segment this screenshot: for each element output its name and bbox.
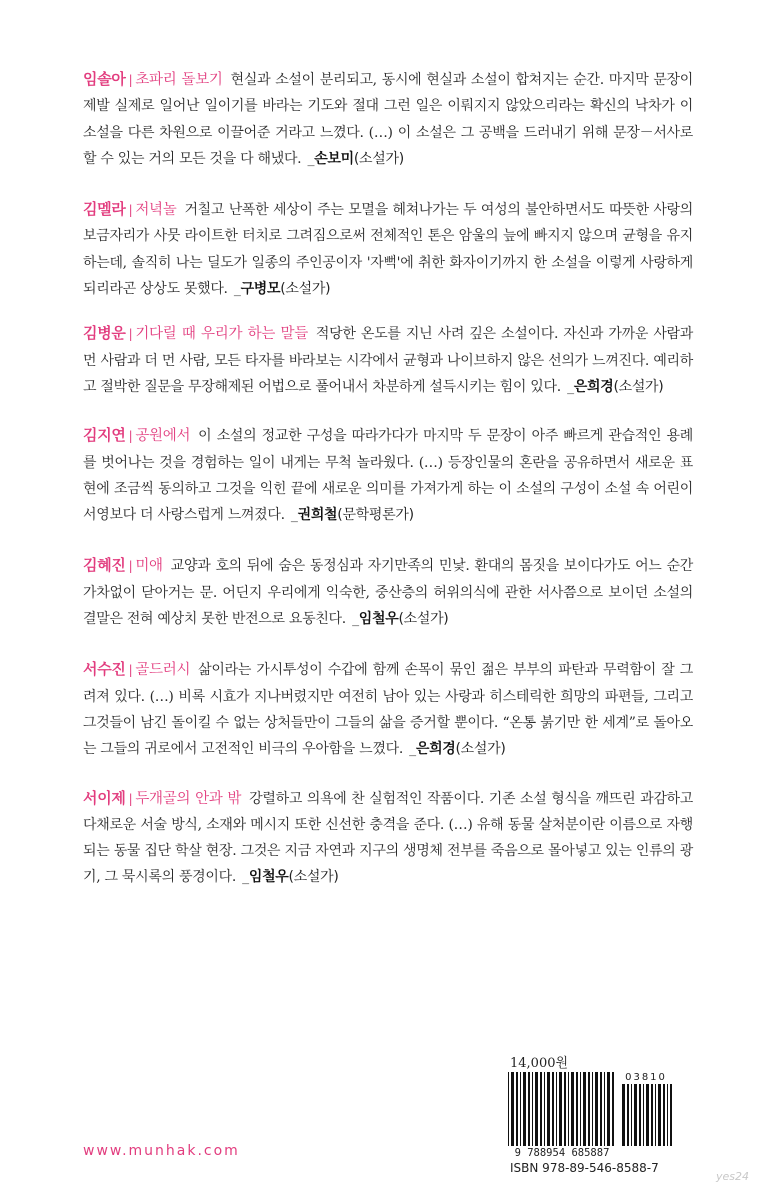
barcode-bar	[588, 1072, 590, 1146]
barcode-bar	[523, 1072, 526, 1146]
barcode-bar	[655, 1084, 656, 1146]
watermark: yes24	[716, 1170, 750, 1183]
reviewer-dash: _	[567, 378, 574, 395]
reviewer-dash: _	[233, 281, 241, 298]
reviewer-name: 임철우	[248, 869, 289, 886]
barcode-bar	[516, 1072, 518, 1146]
review-text: 적당한 온도를 지닌 사려 깊은 소설이다. 자신과 가까운 사람과 먼 사람과 더 먼 사람, 모든 타자를 바라보는 시각에서 균형과 나이브하지 않은 선의가 느껴진다. 예리하고 절박한 질문을 무장해제된 어법으로 풀어내서 차분하게 설득시키는 힘이 있다.	[83, 326, 694, 395]
barcode-bar	[540, 1072, 542, 1146]
reviewer-name: 구병모	[240, 281, 281, 298]
review-text: 이 소설의 정교한 구성을 따라가다가 마지막 두 문장이 아주 빠르게 관습적인 용례를 벗어나는 것을 경험하는 일이 내게는 무척 놀라웠다. (…) 등장인물의 혼란을 공유하면서 새로운 표현에 조금씩 동의하고 그것을 익힌 끝에 새로운 의미를 가져가게 하는 이 소설의 구성이 소설 속 어린이 서영보다 더 사랑스럽게 느껴졌다.	[83, 428, 693, 524]
review-entry	[83, 196, 693, 302]
barcode-bar	[552, 1072, 554, 1146]
reviewer-name: 손보미	[314, 150, 354, 167]
barcode-bar	[580, 1072, 581, 1146]
author-name: 김지연	[83, 426, 126, 445]
reviewer-dash: _	[352, 611, 359, 628]
separator: |	[128, 559, 133, 574]
barcode-bar	[520, 1072, 521, 1146]
barcode-graphic	[506, 1070, 676, 1158]
review-entry	[83, 66, 693, 172]
reviewer-dash: _	[307, 150, 315, 167]
barcode-bar	[612, 1072, 614, 1146]
barcode-digits: 9 788954 685887	[514, 1147, 610, 1158]
work-title: 골드러시	[135, 662, 191, 679]
reviewer-dash: _	[290, 507, 298, 524]
barcode-bar	[604, 1072, 605, 1146]
barcode-addon-bars	[622, 1084, 672, 1146]
work-title: 두개골의 안과 밖	[135, 790, 242, 807]
barcode-bar	[631, 1084, 632, 1146]
separator: |	[128, 73, 133, 87]
barcode-bar	[544, 1072, 545, 1146]
isbn-number: ISBN 978-89-546-8588-7	[510, 1161, 659, 1175]
reviewer-role: (문학평론가)	[337, 507, 414, 524]
work-title: 공원에서	[135, 428, 191, 445]
review-text: 삶이라는 가시투성이 수갑에 함께 손목이 묶인 젊은 부부의 파탄과 무력함이 잘 그려져 있다. (…) 비록 시효가 지나버렸지만 여전히 남아 있는 사랑과 히스테릭한 희망의 파편들, 그리고 그것들이 남긴 돌이킬 수 없는 상처들만이 그들의 삶을 증거할 뿐이다. “온통 붉기만 한 세계”로 돌아오는 그들의 귀로에서 고전적인 비극의 우아함을 느꼈다.	[83, 662, 693, 758]
author-name: 서이제	[83, 788, 126, 807]
review-entry	[83, 320, 693, 400]
reviewer-dash: _	[242, 869, 249, 886]
barcode-bar	[634, 1084, 637, 1146]
work-title: 초파리 돌보기	[135, 72, 223, 88]
isbn-barcode	[506, 1070, 676, 1158]
barcode-bar	[663, 1084, 665, 1146]
work-title: 저녁놀	[135, 202, 177, 219]
review-entry	[83, 785, 693, 891]
barcode-bar	[643, 1084, 644, 1146]
barcode-bar	[571, 1072, 574, 1146]
reviewer-role: (소설가)	[280, 281, 331, 298]
barcode-bar	[528, 1072, 530, 1146]
barcode-bar	[564, 1072, 566, 1146]
publisher-url[interactable]: www.munhak.com	[83, 1143, 240, 1159]
separator: |	[128, 429, 133, 444]
separator: |	[128, 327, 133, 342]
barcode-bar	[667, 1084, 668, 1146]
barcode-bar	[559, 1072, 562, 1146]
review-text: 현실과 소설이 분리되고, 동시에 현실과 소설이 합쳐지는 순간. 마지막 문장이 제발 실제로 일어난 일이기를 바라는 기도와 절대 그런 일은 이뤄지지 않았으리라는 확신의 낙차가 이 소설을 다른 차원으로 이끌어준 거라고 느꼈다. (…) 이 소설은 그 공백을 드러내기 위해 문장－서사로 할 수 있는 거의 모든 것을 다 해냈다.	[83, 72, 693, 167]
review-text: 강렬하고 의욕에 찬 실험적인 작품이다. 기존 소설 형식을 깨뜨린 과감하고 다채로운 서술 방식, 소재와 메시지 또한 신선한 충격을 준다. (…) 유해 동물 살처분이란 이름으로 자행되는 동물 집단 학살 현장. 그것은 지금 자연과 지구의 생명체 전부를 죽음으로 몰아넣고 있는 인류의 광기, 그 묵시록의 풍경이다.	[83, 790, 693, 886]
barcode-bar	[595, 1072, 598, 1146]
author-name: 김혜진	[83, 556, 126, 575]
reviewer-name: 은희경	[415, 741, 456, 758]
review-entry	[83, 552, 693, 632]
barcode-bar	[639, 1084, 641, 1146]
separator: |	[128, 663, 133, 678]
reviewer-name: 임철우	[358, 611, 399, 628]
author-name: 서수진	[83, 660, 126, 679]
author-name: 임솔아	[83, 70, 126, 88]
reviewer-role: (소설가)	[455, 741, 506, 758]
barcode-bar	[670, 1084, 672, 1146]
barcode-bar	[592, 1072, 593, 1146]
work-title: 기다릴 때 우리가 하는 말들	[135, 326, 308, 343]
price-label: 14,000원	[510, 1056, 569, 1071]
barcode-bar	[607, 1072, 610, 1146]
reviewer-role: (소설가)	[398, 611, 449, 628]
review-entry	[83, 656, 693, 762]
separator: |	[128, 791, 133, 806]
reviewer-name: 은희경	[573, 378, 614, 395]
work-title: 미애	[135, 558, 163, 575]
barcode-bar	[511, 1072, 514, 1146]
reviewer-name: 권희철	[297, 507, 338, 524]
barcode-bar	[583, 1072, 586, 1146]
author-name: 김병운	[83, 324, 126, 343]
barcode-bar	[658, 1084, 661, 1146]
barcode-bar	[646, 1084, 649, 1146]
barcode-bar	[508, 1072, 509, 1146]
barcode-bar	[568, 1072, 569, 1146]
barcode-bar	[535, 1072, 538, 1146]
reviewer-role: (소설가)	[353, 150, 404, 167]
reviews-list	[83, 66, 693, 915]
barcode-bar	[576, 1072, 578, 1146]
barcode-bars	[508, 1072, 614, 1146]
reviewer-dash: _	[409, 741, 416, 758]
addon-digits: 03810	[625, 1072, 667, 1083]
review-text: 교양과 호의 뒤에 숨은 동정심과 자기만족의 민낯. 환대의 몸짓을 보이다가도 어느 순간 가차없이 닫아거는 문. 어딘지 우리에게 익숙한, 중산층의 허위의식에 관한 서사쯤으로 보이던 소설의 결말은 전혀 예상치 못한 반전으로 요동친다.	[83, 558, 693, 628]
barcode-bar	[532, 1072, 533, 1146]
barcode-bar	[622, 1084, 625, 1146]
reviewer-role: (소설가)	[288, 869, 339, 886]
author-name: 김멜라	[83, 200, 126, 219]
reviewer-role: (소설가)	[613, 378, 664, 395]
review-text: 거칠고 난폭한 세상이 주는 모멸을 헤쳐나가는 두 여성의 불안하면서도 따뜻한 사랑의 보금자리가 사뭇 라이트한 터치로 그려짐으로써 전체적인 톤은 암울의 늪에 빠지지 않으며 균형을 유지하는데, 솔직히 나는 딜도가 일종의 주인공이자 '자뻑'에 취한 화자이기까지 한 소설을 이렇게 사랑하게 되리라곤 상상도 못했다.	[83, 202, 693, 298]
review-entry	[83, 422, 693, 528]
barcode-bar	[627, 1084, 629, 1146]
barcode-bar	[547, 1072, 550, 1146]
barcode-bar	[556, 1072, 557, 1146]
separator: |	[128, 203, 133, 218]
barcode-bar	[651, 1084, 653, 1146]
barcode-bar	[600, 1072, 602, 1146]
